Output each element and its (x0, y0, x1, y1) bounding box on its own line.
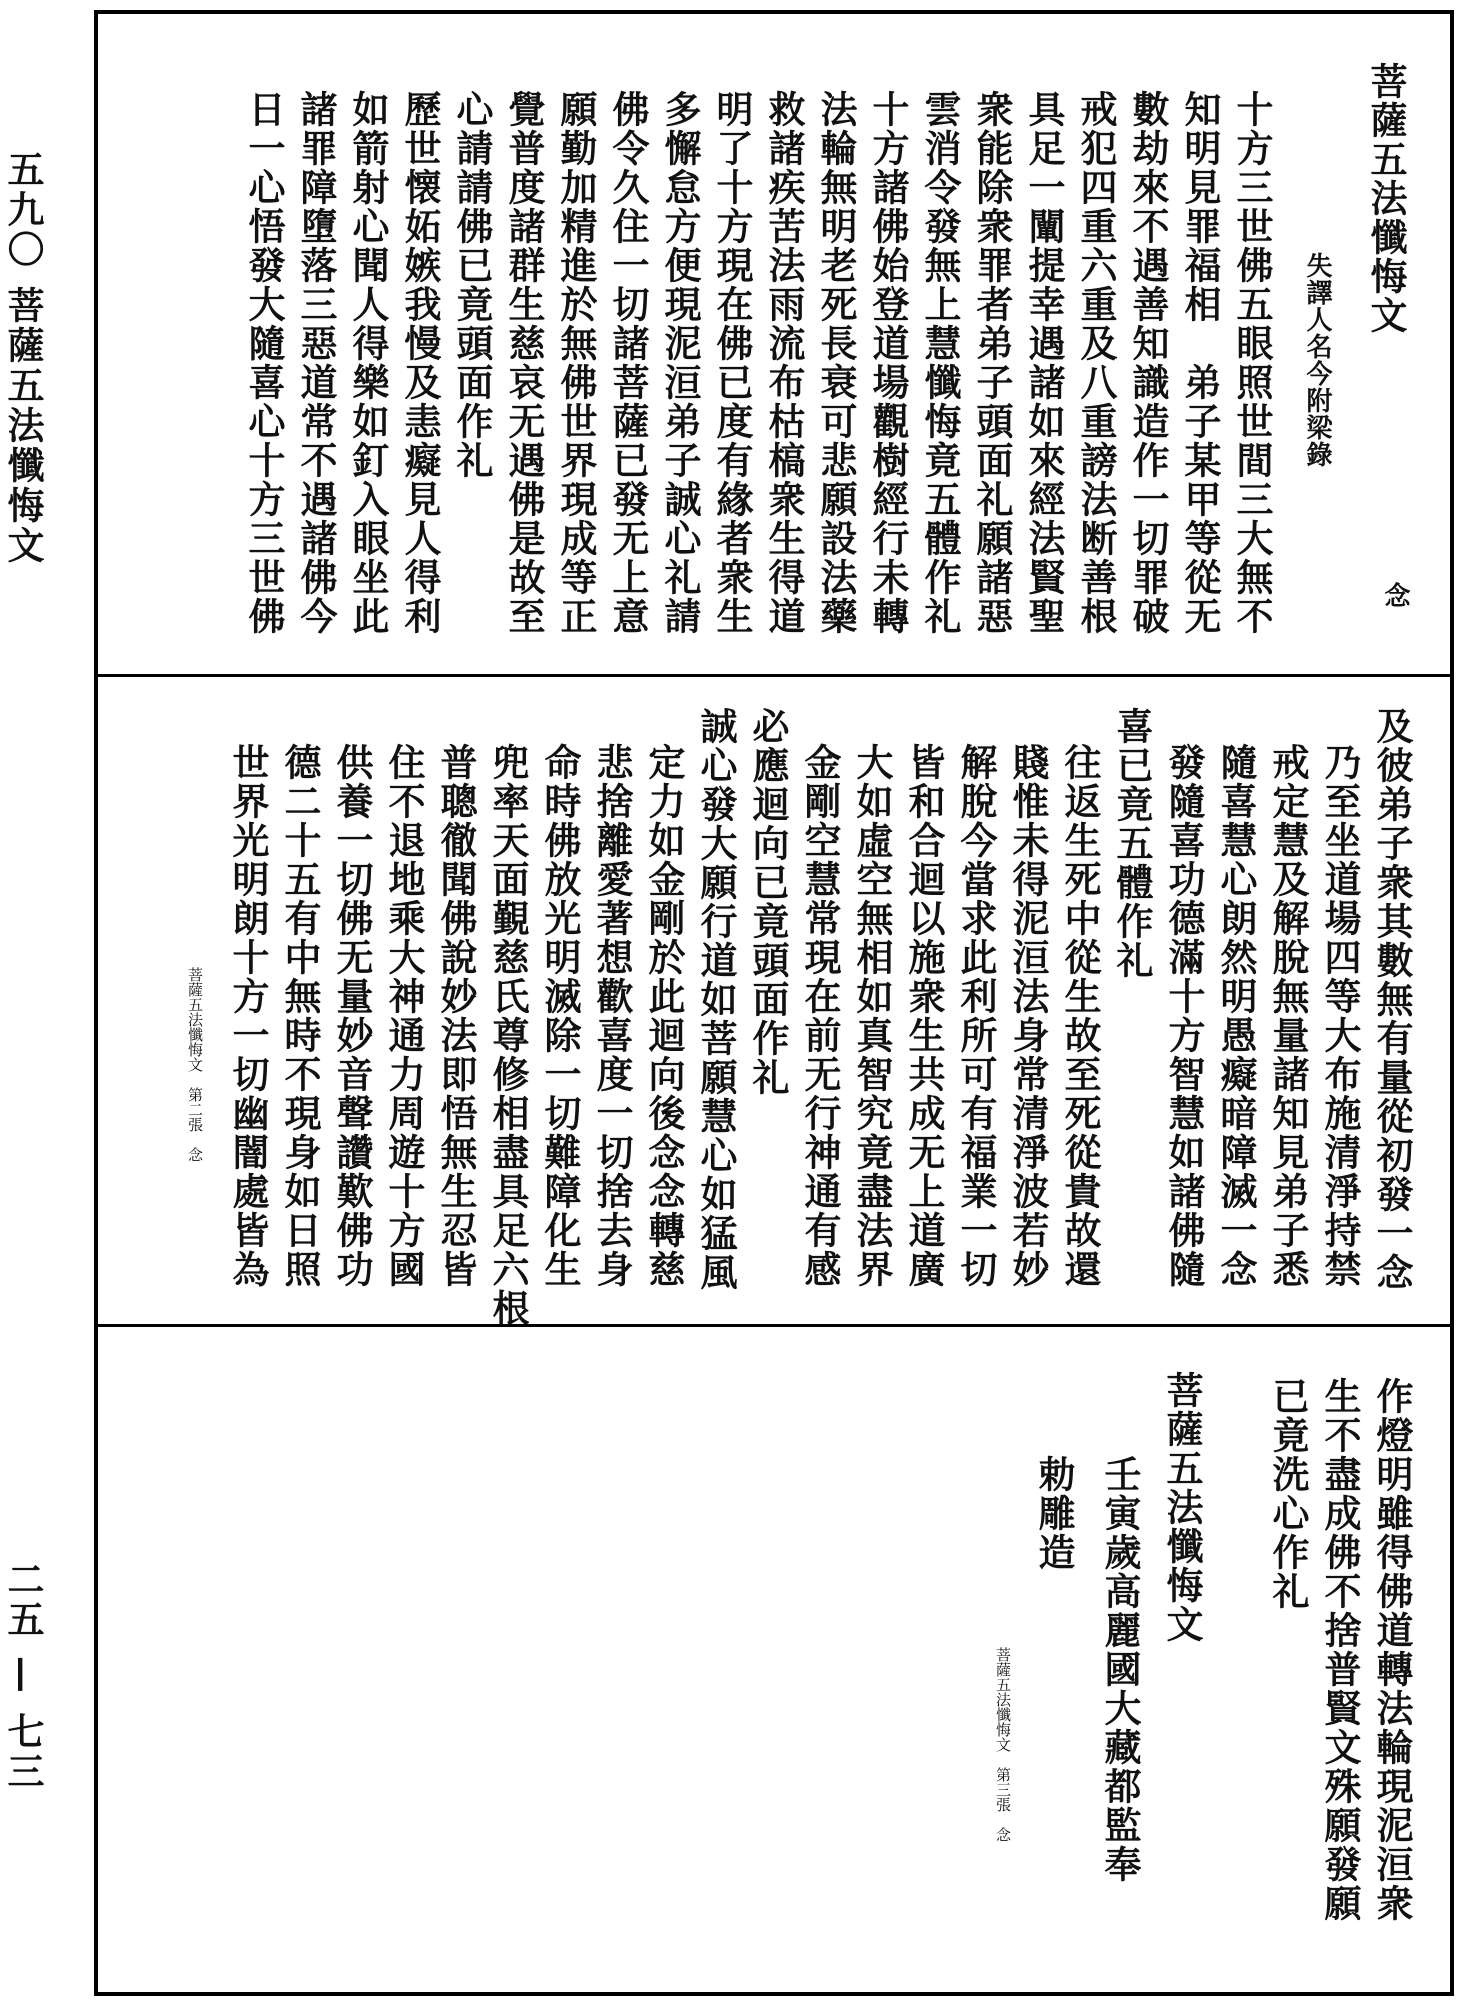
sutra-title: 菩薩五法懺悔文 (1364, 62, 1408, 335)
text-column: 歷世懐妬嫉我慢及恚癡見人得利 (398, 90, 442, 636)
text-column: 心請請佛已竟頭面作礼 (450, 90, 494, 480)
text-column: 十方諸佛始登道場觀樹經行未轉 (866, 90, 910, 636)
text-column: 賤惟未得泥洹法身常清淨波若妙 (1006, 743, 1050, 1289)
text-column: 乃至坐道場四等大布施清淨持禁 (1318, 743, 1362, 1289)
text-column: 法輪無明老死長衰可悲願設法藥 (814, 90, 858, 636)
margin-volume-label: 五九〇 菩薩五法懺悔文 (1, 150, 45, 566)
text-column: 定力如金剛於此迴向後念念轉慈 (642, 743, 686, 1289)
text-column: 戒定慧及解脫無量諸知見弟子悉 (1266, 743, 1310, 1289)
text-column: 喜已竟五體作礼 (1110, 707, 1154, 980)
text-column: 明了十方現在佛已度有緣者衆生 (710, 90, 754, 636)
margin-page-number: 二五 — 七三 (1, 1560, 45, 1792)
text-column: 世界光明朗十方一切幽闇處皆為 (226, 743, 270, 1289)
text-column: 誠心發大願行道如菩願慧心如猛風 (694, 707, 738, 1292)
text-column: 悲捨離愛著想歡喜度一切捨去身 (590, 743, 634, 1289)
text-column: 命時佛放光明滅除一切難障化生 (538, 743, 582, 1289)
text-column: 供養一切佛无量妙音聲讚歎佛功 (330, 743, 374, 1289)
colophon-title: 菩薩五法懺悔文 (1160, 1371, 1204, 1644)
scripture-page-frame (94, 10, 1454, 1996)
text-column: 雲消令發無上慧懺悔竟五體作礼 (918, 90, 962, 636)
text-column: 及彼弟子衆其數無有量從初發一念 (1370, 707, 1414, 1292)
text-column: 多懈怠方便現泥洹弟子誠心礼請 (658, 90, 702, 636)
text-column: 金剛空慧常現在前无行神通有感 (798, 743, 842, 1289)
text-column: 佛令久住一切諸菩薩已發无上意 (606, 90, 650, 636)
text-column: 如箭射心聞人得樂如釘入眼坐此 (346, 90, 390, 636)
text-column: 必應迴向已竟頭面作礼 (746, 707, 790, 1097)
text-column: 隨喜慧心朗然明愚癡暗障滅一念 (1214, 743, 1258, 1289)
text-column: 知明見罪福相 弟子某甲等從无 (1178, 90, 1222, 636)
text-column: 解脫今當求此利所可有福業一切 (954, 743, 998, 1289)
text-column: 戒犯四重六重及八重謗法断善根 (1074, 90, 1118, 636)
text-column: 作燈明雖得佛道轉法輪現泥洹衆 (1370, 1377, 1414, 1923)
text-column: 德二十五有中無時不現身如日照 (278, 743, 322, 1289)
text-column: 皆和合迴以施衆生共成无上道廣 (902, 743, 946, 1289)
sheet-mark: 菩薩五法懺悔文 第三張 念 (994, 1647, 1012, 1842)
text-column: 發隨喜功德滿十方智慧如諸佛隨 (1162, 743, 1206, 1289)
text-column: 生不盡成佛不捨普賢文殊願發願 (1318, 1377, 1362, 1923)
colophon-line: 壬寅歲高麗國大藏都監奉 (1098, 1455, 1142, 1884)
text-column: 普聰徹聞佛說妙法即悟無生忍皆 (434, 743, 478, 1289)
text-column: 諸罪障墮落三惡道常不遇諸佛今 (294, 90, 338, 636)
text-column: 日一心悟發大隨喜心十方三世佛 (242, 90, 286, 636)
sheet-mark: 菩薩五法懺悔文 第二張 念 (186, 967, 204, 1162)
text-column: 衆能除衆罪者弟子頭面礼願諸惡 (970, 90, 1014, 636)
text-column: 已竟洗心作礼 (1266, 1377, 1310, 1611)
text-column: 大如虛空無相如真智究竟盡法界 (850, 743, 894, 1289)
text-column: 住不退地乘大神通力周遊十方國 (382, 743, 426, 1289)
colophon-line: 勅雕造 (1032, 1455, 1076, 1572)
text-column: 覺普度諸群生慈哀无遇佛是故至 (502, 90, 546, 636)
text-column: 數劫來不遇善知識造作一切罪破 (1126, 90, 1170, 636)
panel-sheet-3 (98, 1324, 1450, 1992)
text-column: 兜率天面覲慈氏尊修相盡具足六根 (486, 743, 530, 1328)
text-column: 願勤加精進於無佛世界現成等正 (554, 90, 598, 636)
text-column: 十方三世佛五眼照世間三大無不 (1230, 90, 1274, 636)
panel-sheet-1 (98, 14, 1450, 674)
panel-sheet-2 (98, 674, 1450, 1328)
text-column: 往返生死中從生故至死從貴故還 (1058, 743, 1102, 1289)
sheet-mark: 念 (1380, 582, 1410, 609)
text-column: 具足一闡提幸遇諸如來經法賢聖 (1022, 90, 1066, 636)
translator-note: 失譯人名今附梁錄 (1302, 252, 1332, 468)
text-column: 救諸疾苦法雨流布枯槁衆生得道 (762, 90, 806, 636)
